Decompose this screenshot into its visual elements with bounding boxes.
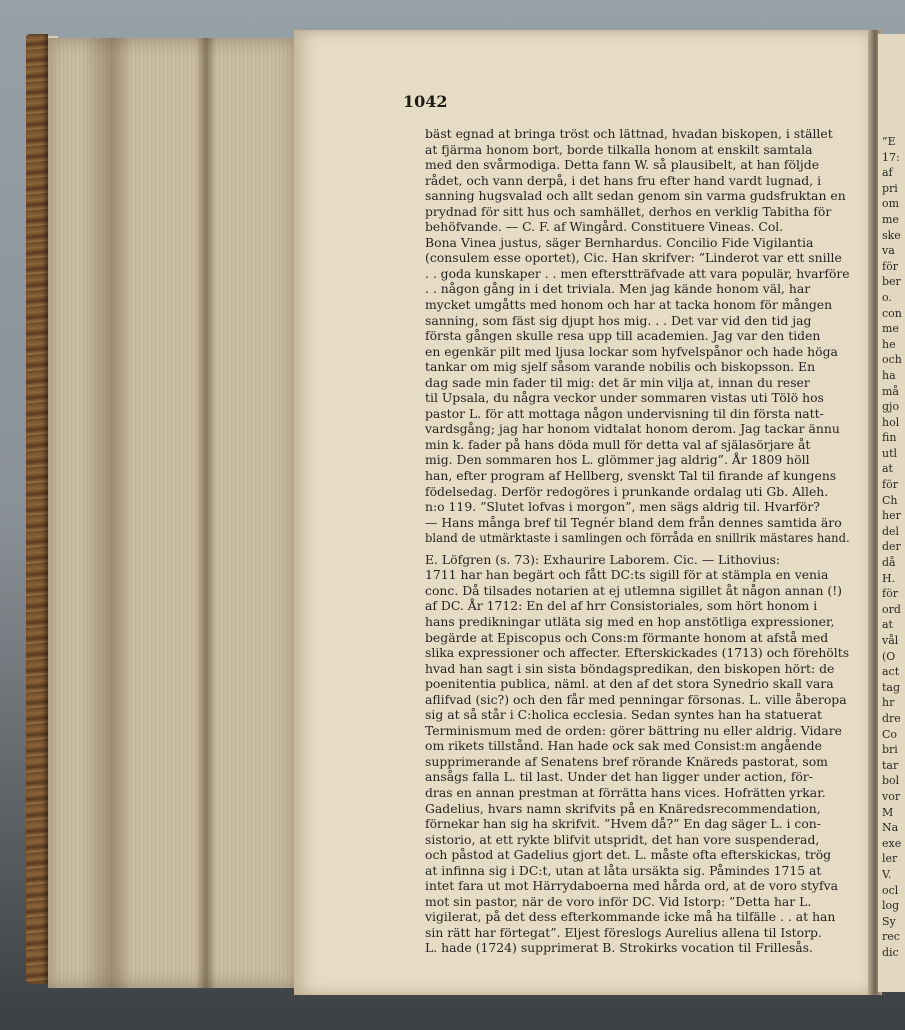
text-line: 17: <box>882 150 900 164</box>
text-line: dras en annan prestman at förrätta hans vices. Hofrätten yrkar. <box>425 784 826 800</box>
text-line: ”E <box>882 135 896 148</box>
text-line: dag sade min fader til mig: det är min vilja at, innan du reser <box>425 374 810 390</box>
text-line: hans predikningar utläta sig med en hop anstötliga expressioner, <box>425 613 835 629</box>
text-line: rådet, och vann derpå, i det hans fru efter hand vardt lugnad, i <box>425 172 822 188</box>
text-line: con <box>882 306 902 320</box>
text-line: bol <box>882 774 900 788</box>
text-line: sanning, som fäst sig djupt hos mig. . . Det var vid den tid jag <box>425 312 812 328</box>
text-line: intet fara ut mot Härrydaboerna med hårda ord, at de voro styfva <box>425 878 839 894</box>
text-line: tag <box>882 680 901 694</box>
text-line: aflifvad (sic?) och den får med penningar försonas. L. ville åberopa <box>425 691 847 707</box>
text-line: om <box>882 197 900 211</box>
text-line: ha <box>882 368 896 382</box>
page-edges-shadow <box>82 38 132 988</box>
text-line: vigilerat, på det dess efterkommande icke må ha tilfälle . . at han <box>425 909 836 925</box>
text-line: at infinna sig i DC:t, utan at låta ursäkta sig. Påmindes 1715 at <box>425 862 822 878</box>
text-line: 1711 har han begärt och fått DC:ts sigill för at stämpla en venia <box>425 567 829 583</box>
text-line: gjo <box>882 400 900 414</box>
text-line: ord <box>882 602 901 616</box>
text-line: ansågs falla L. til last. Under det han ligger under action, för- <box>425 769 813 785</box>
paragraph-2 <box>425 552 850 956</box>
text-line: vardsgång; jag har honom vidtalat honom derom. Jag tackar ännu <box>425 421 840 437</box>
text-line: tar <box>882 758 899 772</box>
text-line: födelsedag. Derför redogöres i prunkande ordalag uti Gb. Alleh. <box>425 483 829 499</box>
text-line: supprimerande af Senatens bref rörande Knäreds pastorat, som <box>425 753 828 769</box>
text-line: M <box>882 805 894 819</box>
text-line: me <box>882 212 899 226</box>
text-line: — Hans många bref til Tegnér bland dem från dennes samtida äro <box>425 514 842 530</box>
text-line: Na <box>882 821 899 835</box>
text-line: må <box>882 384 899 398</box>
text-line: pastor L. för att mottaga någon undervisning til din första natt- <box>425 405 824 421</box>
text-line: han, efter program af Hellberg, svenskt Tal til firande af kungens <box>425 468 837 484</box>
text-line: poenitentia publica, näml. at den af det stora Synedrio skall vara <box>425 676 834 692</box>
text-line: o. <box>882 290 892 304</box>
text-line: hvad han sagt i sin sista böndagspredikan, den biskopen hört: de <box>425 660 835 676</box>
text-line: H. <box>882 571 896 585</box>
text-line: hol <box>882 415 900 429</box>
text-line: L. hade (1724) supprimerat B. Strokirks vocation til Frillesås. <box>425 940 813 956</box>
text-line: Sy <box>882 914 896 928</box>
text-line: til Upsala, du några veckor under sommaren vistas uti Tölö hos <box>425 390 824 406</box>
text-line: då <box>882 556 896 570</box>
text-line: act <box>882 665 900 679</box>
right-page-line-fragments <box>878 34 905 960</box>
text-line: hr <box>882 696 895 710</box>
text-line: för <box>882 478 898 492</box>
text-line: log <box>882 899 900 913</box>
text-line: at <box>882 462 893 476</box>
text-line: af <box>882 166 893 180</box>
book-cover-edge <box>26 34 48 984</box>
text-line: mig. Den sommaren hos L. glömmer jag aldrig”. År 1809 höll <box>425 452 810 468</box>
text-line: bri <box>882 743 898 757</box>
text-line: vål <box>882 634 899 647</box>
text-line: vor <box>882 789 901 803</box>
text-line: sig at så står i C:holica ecclesia. Sedan syntes han ha statuerat <box>425 707 822 723</box>
text-line: sanning hugsvalad och allt sedan genom sin varma gudsfruktan en <box>425 188 846 204</box>
text-line: Co <box>882 727 898 741</box>
text-line: och påstod at Gadelius gjort det. L. måste ofta efterskickas, trög <box>425 847 832 863</box>
text-line: ler <box>882 852 898 866</box>
text-line: utl <box>882 446 898 460</box>
text-line: (O <box>882 649 896 663</box>
text-line: dre <box>882 711 901 725</box>
text-line: at <box>882 618 893 632</box>
right-page-fragment <box>878 34 905 992</box>
text-line: prydnad för sitt hus och samhället, derhos en verklig Tabitha för <box>425 203 832 219</box>
text-line: med den svårmodiga. Detta fann W. så plausibelt, at han följde <box>425 157 820 173</box>
text-line: mot sin pastor, när de voro inför DC. Vid Istorp: ”Detta har L. <box>425 893 812 909</box>
text-line: conc. Då tilsades notarien at ej utlemna sigillet åt någon annan (!) <box>425 582 843 598</box>
text-line: ske <box>882 228 901 242</box>
text-line: en egenkär pilt med ljusa lockar som hyfvelspånor och hade höga <box>425 343 838 359</box>
text-line: ber <box>882 275 901 289</box>
text-line: E. Löfgren (s. 73): Exhaurire Laborem. Cic. — Lithovius: <box>425 551 781 567</box>
text-line: exe <box>882 836 902 850</box>
text-line: (consulem esse oportet), Cic. Han skrifver: ”Linderot var ett snille <box>425 250 842 266</box>
text-line: för <box>882 587 898 601</box>
text-line: fin <box>882 431 897 445</box>
text-line: och <box>882 353 902 367</box>
text-line: dic <box>882 945 899 959</box>
page-number: 1042 <box>403 92 448 111</box>
text-line: rec <box>882 930 900 944</box>
text-line: Gadelius, hvars namn skrifvits på en Knäredsrecommendation, <box>425 800 821 816</box>
paragraph-1 <box>425 126 850 546</box>
text-line: Ch <box>882 493 898 507</box>
text-column <box>425 126 850 956</box>
text-line: n:o 119. ”Slutet lofvas i morgon”, men sägs aldrig til. Hvarför? <box>425 499 820 515</box>
text-line: af DC. År 1712: En del af hrr Consistoriales, som hört honom i <box>425 598 818 614</box>
text-line: mycket umgåtts med honom och har at tacka honom för mången <box>425 297 833 313</box>
text-line: sin rätt har förtegat”. Eljest föreslogs Aurelius allena til Istorp. <box>425 924 822 940</box>
text-line: her <box>882 509 901 523</box>
text-line: min k. fader på hans döda mull för detta val af själasörjare åt <box>425 436 811 452</box>
text-line: om rikets tillstånd. Han hade ock sak med Consist:m angående <box>425 738 822 754</box>
text-line: va <box>882 244 895 258</box>
page-edges-gap <box>196 38 216 988</box>
text-line: Terminismum med de orden: görer bättring nu eller aldrig. Vidare <box>425 722 843 738</box>
text-line: tankar om mig sjelf såsom varande nobilis och biskopsson. En <box>425 359 816 375</box>
text-line: V. <box>882 867 892 881</box>
text-line: förnekar han sig ha skrifvit. ”Hvem då?” En dag säger L. i con- <box>425 816 821 832</box>
text-line: behöfvande. — C. F. af Wingård. Constituere Vineas. Col. <box>425 219 784 235</box>
text-line: bäst egnad at bringa tröst och lättnad, hvadan biskopen, i stället <box>425 126 833 141</box>
text-line: slika expressioner och affecter. Efterskickades (1713) och förehölts <box>425 645 850 661</box>
text-line: första gången skulle resa upp till academien. Jag var den tiden <box>425 328 821 344</box>
text-line: begärde at Episcopus och Cons:m förmante honom at afstå med <box>425 629 829 645</box>
text-line: me <box>882 322 899 336</box>
text-line: he <box>882 337 896 351</box>
text-line: del <box>882 524 900 538</box>
text-line: . . goda kunskaper . . men efterstträfvade att vara populär, hvarföre <box>425 265 850 281</box>
text-line: der <box>882 540 901 554</box>
text-line: bland de utmärktaste i samlingen och förråda en snillrik mästares hand. <box>425 530 850 546</box>
text-line: Bona Vinea justus, säger Bernhardus. Concilio Fide Vigilantia <box>425 234 814 250</box>
text-line: sistorio, at ett rykte blifvit utspridt, det han vore suspenderad, <box>425 831 820 847</box>
text-line: . . någon gång in i det triviala. Men jag kände honom väl, har <box>425 281 811 297</box>
text-line: pri <box>882 181 898 195</box>
text-line: ocl <box>882 883 899 897</box>
text-line: at fjärma honom bort, borde tilkalla honom at enskilt samtala <box>425 141 813 157</box>
text-line: för <box>882 259 898 273</box>
